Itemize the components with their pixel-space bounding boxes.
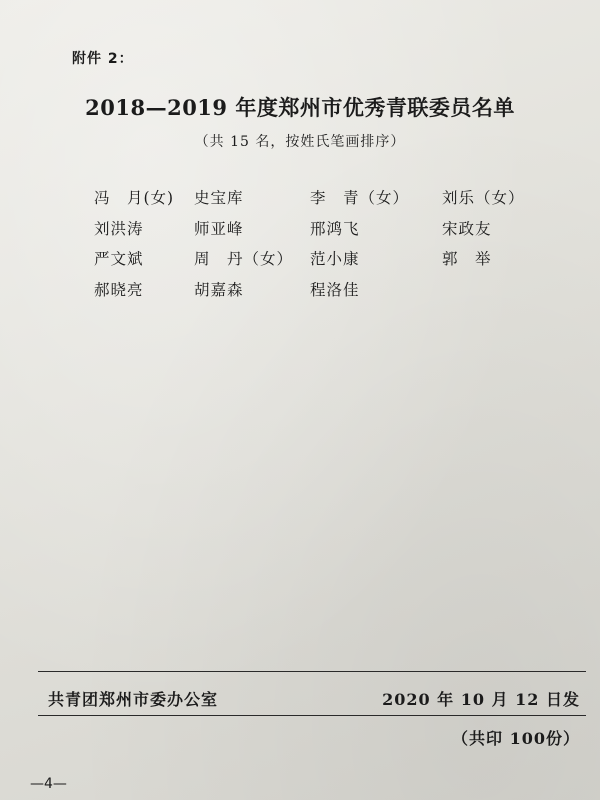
attachment-label: 附件 2： xyxy=(72,51,134,67)
name-entry: 范小康 xyxy=(310,250,360,268)
copies-count: （共印 100份） xyxy=(452,729,580,748)
page-number: —4— xyxy=(30,776,67,792)
name-entry: 郝晓亮 xyxy=(94,281,144,299)
issuer-name: 共青团郑州市委办公室 xyxy=(48,690,219,709)
name-entry: 史宝库 xyxy=(194,189,244,207)
document-subtitle: （共 15 名，按姓氏笔画排序） xyxy=(194,134,406,150)
footer-bottom-rule xyxy=(38,715,586,716)
name-entry: 郭 举 xyxy=(442,250,492,268)
issue-date: 2020 年 10 月 12 日发 xyxy=(382,690,580,709)
name-entry: 冯 月(女) xyxy=(94,189,175,207)
name-entry: 周 丹（女） xyxy=(194,250,294,268)
name-entry: 严文斌 xyxy=(94,250,144,268)
name-entry: 邢鸿飞 xyxy=(310,220,360,238)
name-entry: 师亚峰 xyxy=(194,220,244,238)
name-entry: 胡嘉森 xyxy=(194,281,244,299)
document-title: 2018—2019 年度郑州市优秀青联委员名单 xyxy=(85,95,515,120)
footer-top-rule xyxy=(38,671,586,672)
name-entry: 程洛佳 xyxy=(310,281,360,299)
name-entry: 李 青（女） xyxy=(310,189,410,207)
name-entry: 宋政友 xyxy=(442,220,492,238)
name-entry: 刘洪涛 xyxy=(94,220,144,238)
name-entry: 刘乐（女） xyxy=(442,189,525,207)
